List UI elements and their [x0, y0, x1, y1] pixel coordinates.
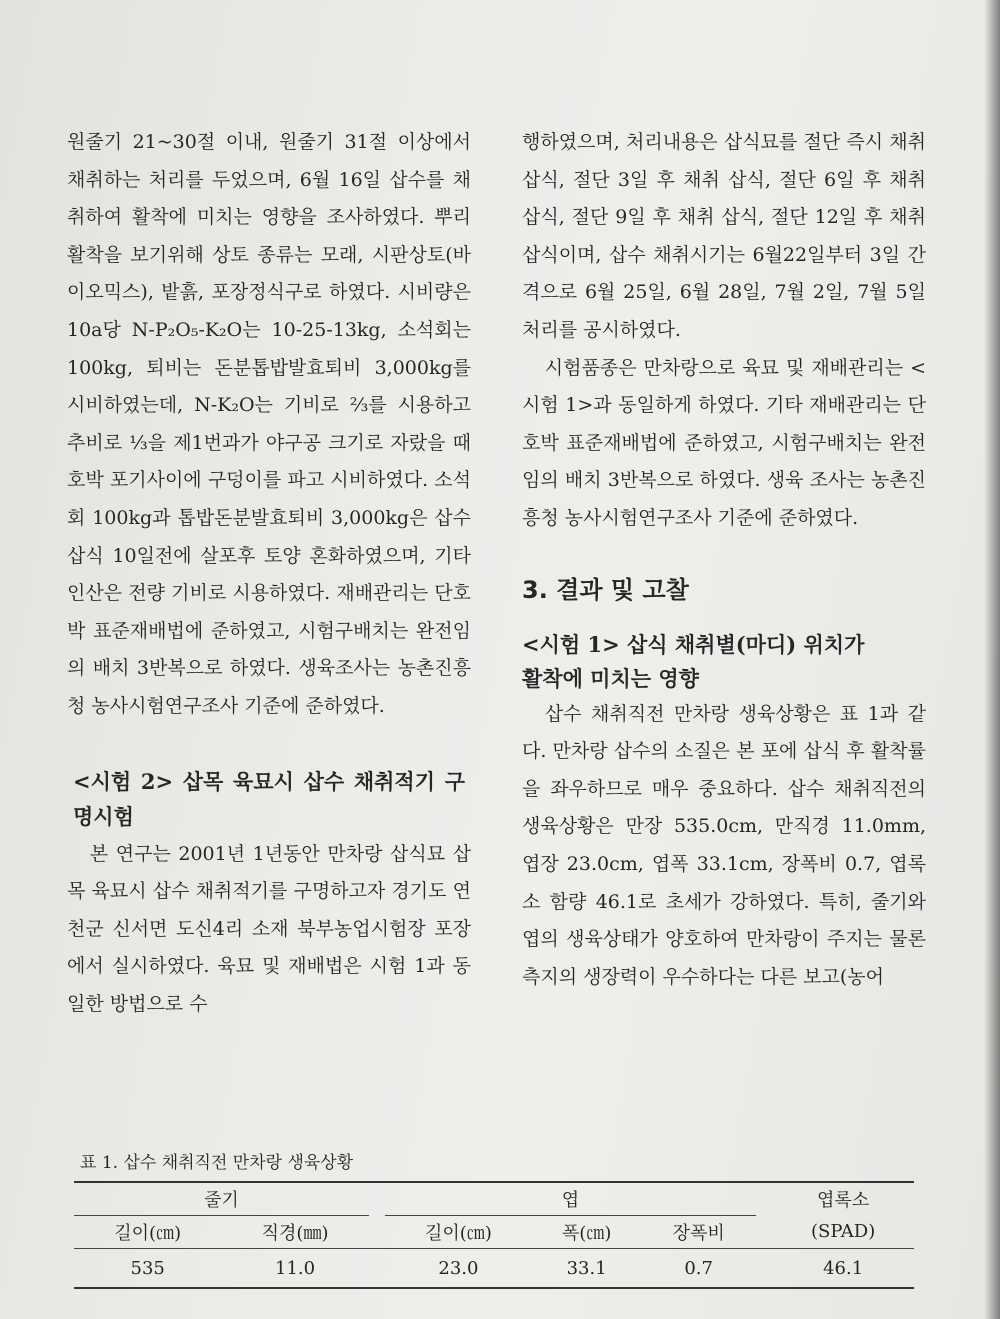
experiment-2-heading: <시험 2> 삽목 육묘시 삽수 채취적기 구명시험 — [73, 768, 465, 829]
table-cell: 33.1 — [532, 1249, 641, 1289]
experiment-1-heading-line2: 활착에 미치는 영향 — [522, 665, 699, 691]
table-cell: 46.1 — [772, 1249, 914, 1289]
col-header: 길이(㎝) — [425, 1223, 492, 1244]
header-leaf: 엽 — [385, 1182, 756, 1216]
table-cell: 0.7 — [641, 1249, 756, 1289]
left-column — [67, 124, 471, 1023]
table-cell: 11.0 — [221, 1249, 368, 1289]
section-title: 3. 결과 및 고찰 — [522, 575, 689, 604]
col-header: 폭(㎝) — [561, 1223, 612, 1244]
col-header: 직경(㎜) — [261, 1223, 329, 1244]
body-paragraph: 본 연구는 2001년 1년동안 만차랑 삽식묘 삽목 육묘시 삽수 채취적기를 구명하고자 경기도 연천군 신서면 도신4리 소재 북부농업시험장 포장에서 실시하였다. 육묘 및 재배법은 시험 1과 동일한 방법으로 수 — [67, 842, 471, 1015]
header-stem: 줄기 — [74, 1182, 369, 1216]
table-cell: 23.0 — [385, 1249, 532, 1289]
body-paragraph: 삽수 채취직전 만차랑 생육상황은 표 1과 같다. 만차랑 삽수의 소질은 본 포에 삽식 후 활착률을 좌우하므로 매우 중요하다. 삽수 채취직전의 생육상황은 만장 535.0cm, 만직경 11.0mm, 엽장 23.0cm, 엽폭 33.1cm, 장폭비 0.7, 엽록소 함량 46.1로 초세가 강하였다. 특히, 줄기와 엽의 생육상태가 양호하여 만차랑이 주지는 물론 측지의 생장력이 우수하다는 다른 보고(농어 — [522, 702, 926, 988]
growth-table — [74, 1181, 914, 1289]
body-paragraph: 행하였으며, 처리내용은 삽식묘를 절단 즉시 채취 삽식, 절단 3일 후 채취 삽식, 절단 6일 후 채취 삽식, 절단 9일 후 채취 삽식, 절단 12일 후 채취 삽식이며, 삽수 채취시기는 6월22일부터 3일 간격으로 6월 25일, 6월 28일, 7월 2일, 7월 5일 처리를 공시하였다. — [522, 131, 926, 341]
body-paragraph: 원줄기 21~30절 이내, 원줄기 31절 이상에서 채취하는 처리를 두었으며, 6월 16일 삽수를 채취하여 활착에 미치는 영향을 조사하였다. 뿌리 활착을 보기위해 상토 종류는 모래, 시판상토(바이오믹스), 밭흙, 포장정식구로 하였다. 시비량은 10a당 N-P₂O₅-K₂O는 10-25-13kg, 소석회는 100kg, 퇴비는 돈분톱밥발효퇴비 3,000kg를 시비하였는데, N-K₂O는 기비로 ⅔를 시용하고 추비로 ⅓을 제1번과가 야구공 크기로 자랐을 때 호박 포기사이에 구덩이를 파고 시비하였다. 소석회 100kg과 톱밥돈분발효퇴비 3,000kg은 삽수 삽식 10일전에 살포후 토양 혼화하였으며, 기타 인산은 전량 기비로 시용하였다. 재배관리는 단호박 표준재배법에 준하였고, 시험구배치는 완전임의 배치 3반복으로 하였다. 생육조사는 농촌진흥청 농사시험연구조사 기준에 준하였다. — [67, 131, 471, 717]
right-column — [522, 124, 926, 996]
col-header: 길이(㎝) — [114, 1223, 182, 1244]
table-caption: 표 1. 삽수 채취직전 만차랑 생육상황 — [80, 1153, 354, 1173]
table-cell: 535 — [74, 1249, 221, 1289]
page-edge-shadow — [984, 0, 1000, 1319]
body-paragraph: 시험품종은 만차랑으로 육묘 및 재배관리는 <시험 1>과 동일하게 하였다. 기타 재배관리는 단호박 표준재배법에 준하였고, 시험구배치는 완전임의 배치 3반복으로 하였다. 생육 조사는 농촌진흥청 농사시험연구조사 기준에 준하였다. — [522, 356, 926, 529]
header-chlorophyll: 엽록소 — [772, 1182, 914, 1216]
col-header: 장폭비 — [672, 1223, 725, 1244]
col-header-unit: (SPAD) — [810, 1221, 876, 1243]
experiment-1-heading-line1: <시험 1> 삽식 채취별(마디) 위치가 — [522, 631, 865, 657]
